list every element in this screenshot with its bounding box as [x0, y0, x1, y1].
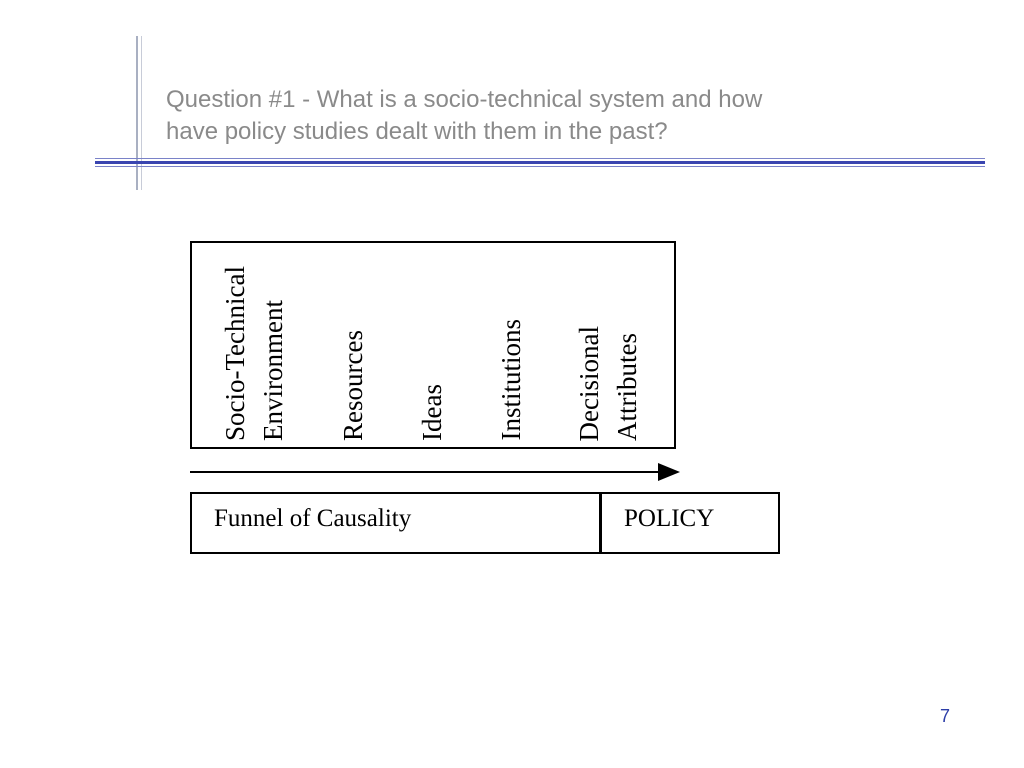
- factor-socio-technical-line-2: Environment: [258, 300, 288, 441]
- slide-title-line-1: Question #1 - What is a socio-technical system and how: [166, 86, 763, 113]
- causal-factors-box: [190, 241, 676, 449]
- funnel-policy-box: [190, 492, 780, 554]
- page-number: 7: [939, 706, 950, 726]
- funnel-of-causality-label: Funnel of Causality: [192, 494, 602, 552]
- causality-arrow: [188, 460, 684, 484]
- slide-title: [166, 84, 926, 148]
- causality-arrow-head: [658, 463, 680, 481]
- factor-decisional-line-1: Decisional: [574, 325, 604, 441]
- factor-ideas: Ideas: [417, 384, 447, 441]
- factor-decisional-line-2: Attributes: [612, 333, 642, 441]
- factor-socio-technical-line-1: Socio-Technical: [220, 265, 250, 441]
- slide-title-line-2: have policy studies dealt with them in the past?: [166, 118, 668, 145]
- policy-label: POLICY: [624, 505, 715, 532]
- factor-institutions: Institutions: [496, 319, 526, 441]
- title-underline-bottom: [95, 166, 985, 167]
- title-underline-top: [95, 158, 985, 159]
- factor-resources: Resources: [338, 330, 368, 441]
- title-underline-main: [95, 161, 985, 164]
